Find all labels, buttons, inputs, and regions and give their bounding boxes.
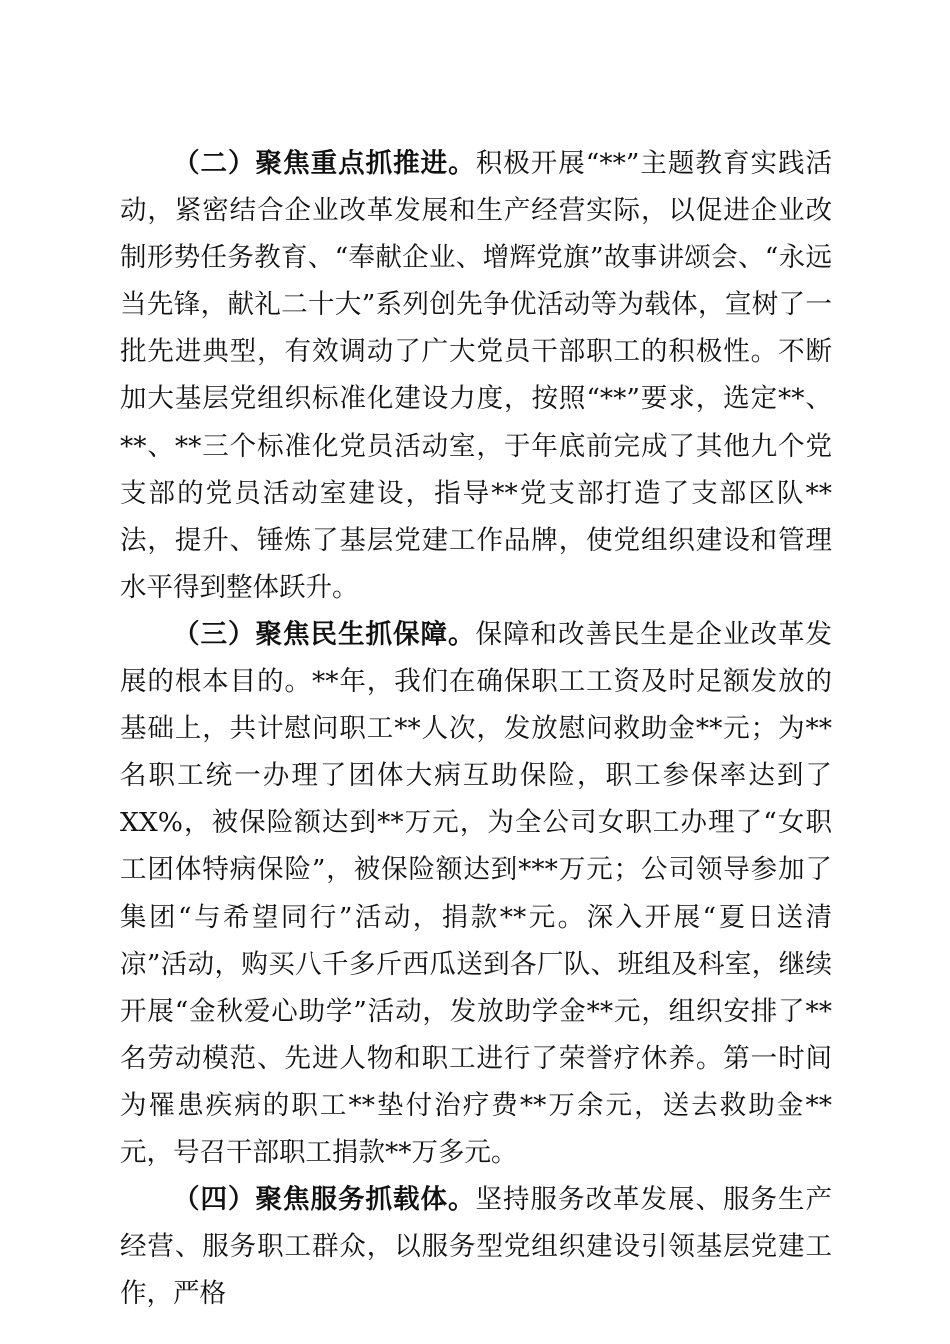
paragraph-focus-key-points [120, 140, 832, 611]
paragraph-heading: （四）聚焦服务抓载体。 [173, 1184, 476, 1216]
paragraph-text: 坚持服务改革发展、服务生产经营、服务职工群众，以服务型党组织建设引领基层党建工作，严格 [120, 1184, 832, 1310]
paragraph-focus-service [120, 1176, 832, 1317]
document-body [120, 140, 832, 1317]
paragraph-focus-livelihood [120, 611, 832, 1176]
paragraph-text: 积极开展“**”主题教育实践活动，紧密结合企业改革发展和生产经营实际，以促进企业改制形势任务教育、“奉献企业、增辉党旗”故事讲颂会、“永远当先锋，献礼二十大”系列创先争优活动等为载体，宣树了一批先进典型，有效调动了广大党员干部职工的积极性。不断加大基层党组织标准化建设力度，按照“**”要求，选定**、**、**三个标准化党员活动室，于年底前完成了其他九个党支部的党员活动室建设，指导**党支部打造了支部区队**法，提升、锤炼了基层党建工作品牌，使党组织建设和管理水平得到整体跃升。 [120, 148, 832, 603]
paragraph-heading: （三）聚焦民生抓保障。 [173, 618, 476, 650]
paragraph-text: 保障和改善民生是企业改革发展的根本目的。**年，我们在确保职工工资及时足额发放的基础上，共计慰问职工**人次，发放慰问救助金**元；为**名职工统一办理了团体大病互助保险，职工参保率达到了XX%，被保险额达到**万元，为全公司女职工办理了“女职工团体特病保险”，被保险额达到***万元；公司领导参加了集团“与希望同行”活动，捐款**元。深入开展“夏日送清凉”活动，购买八千多斤西瓜送到各厂队、班组及科室，继续开展“金秋爱心助学”活动，发放助学金**元，组织安排了**名劳动模范、先进人物和职工进行了荣誉疗休养。第一时间为罹患疾病的职工**垫付治疗费**万余元，送去救助金**元，号召干部职工捐款**万多元。 [120, 618, 832, 1168]
paragraph-heading: （二）聚焦重点抓推进。 [173, 148, 476, 179]
